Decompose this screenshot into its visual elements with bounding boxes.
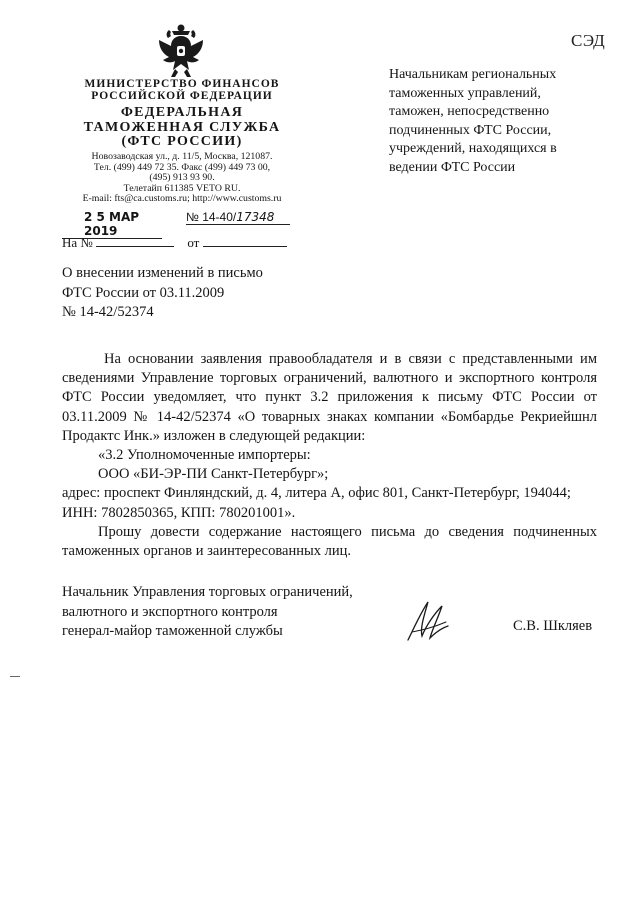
quote-line: ООО «БИ-ЭР-ПИ Санкт-Петербург»; (98, 466, 329, 483)
ministry-name (72, 78, 292, 102)
reference-from-label: от (187, 235, 200, 250)
recipient-line: таможенных управлений, (389, 85, 541, 101)
service-line: ФЕДЕРАЛЬНАЯ (120, 105, 244, 120)
recipient-line: учреждений, находящихся в (389, 141, 557, 156)
body-paragraph: На основании заявления правообладателя и в связи с представленными им сведениями Управление торговых ограничений, валютного и экспортного контроля ФТС России уведомляет, что пункт 3.2 приложения к письму ФТС России от 03.11.2009 № 14-42/52374 «О товарных знаках компании «Бомбардье Рекриейшнл Продактс Инк.» изложен в следующей редакции: (62, 351, 597, 444)
recipient-line: таможен, непосредственно (389, 104, 550, 119)
phone: Тел. (499) 449 72 35. Факс (499) 449 73 00, (93, 161, 271, 173)
service-line: ТАМОЖЕННАЯ СЛУЖБА (83, 119, 281, 135)
reference-date-blank (203, 234, 287, 247)
recipient-block (389, 66, 589, 177)
handwritten-signature (402, 598, 458, 644)
number-handwritten: 17348 (236, 210, 275, 224)
service-line: (ФТС РОССИИ) (121, 134, 243, 149)
phone-secondary: (495) 913 93 90. (149, 172, 215, 183)
margin-mark (10, 676, 20, 677)
recipient-line: ведении ФТС России (389, 159, 516, 175)
letter-body (62, 350, 597, 561)
subject-line: № 14-42/52374 (62, 304, 154, 320)
ministry-line: МИНИСТЕРСТВО ФИНАНСОВ (84, 78, 280, 90)
signer-title-line: генерал-майор таможенной службы (62, 623, 283, 639)
recipient-line: подчиненных ФТС России, (389, 122, 552, 138)
body-paragraph: Прошу довести содержание настоящего письма до сведения подчиненных таможенных органов и заинтересованных лиц. (62, 523, 597, 560)
subject-block (62, 264, 322, 323)
registration-number (186, 210, 290, 225)
russian-double-headed-eagle-emblem-icon (156, 22, 206, 80)
signer-title-line: Начальник Управления торговых ограничений, (62, 584, 353, 600)
number-prefix: № 14-40/ (186, 210, 237, 224)
reference-number-blank (96, 234, 174, 247)
address: Новозаводская ул., д. 11/5, Москва, 121087. (91, 151, 273, 162)
letterhead-contacts (72, 152, 292, 205)
subject-line: ФТС России от 03.11.2009 (62, 284, 225, 301)
reference-label: На № (62, 235, 93, 250)
email-web: E-mail: fts@ca.customs.ru; http://www.customs.ru (82, 193, 282, 204)
ministry-line: РОССИЙСКОЙ ФЕДЕРАЦИИ (91, 90, 273, 102)
service-name (72, 106, 292, 150)
signer-name: С.В. Шкляев (513, 618, 593, 634)
document-mark: СЭД (571, 31, 606, 50)
signer-title-line: валютного и экспортного контроля (62, 603, 278, 620)
telex: Телетайп 611385 VETO RU. (123, 182, 241, 194)
recipient-line: Начальникам региональных (389, 67, 557, 82)
quote-line: «3.2 Уполномоченные импортеры: (98, 447, 311, 464)
reference-line (62, 234, 292, 251)
quote-address: адрес: проспект Финляндский, д. 4, литера А, офис 801, Санкт-Петербург, 194044; ИНН: 7802850365, КПП: 780201001». (62, 485, 571, 521)
subject-line: О внесении изменений в письмо (62, 265, 263, 281)
date-stamp: 2 5 МАР 2019 (84, 210, 140, 238)
signer-title (62, 583, 382, 642)
